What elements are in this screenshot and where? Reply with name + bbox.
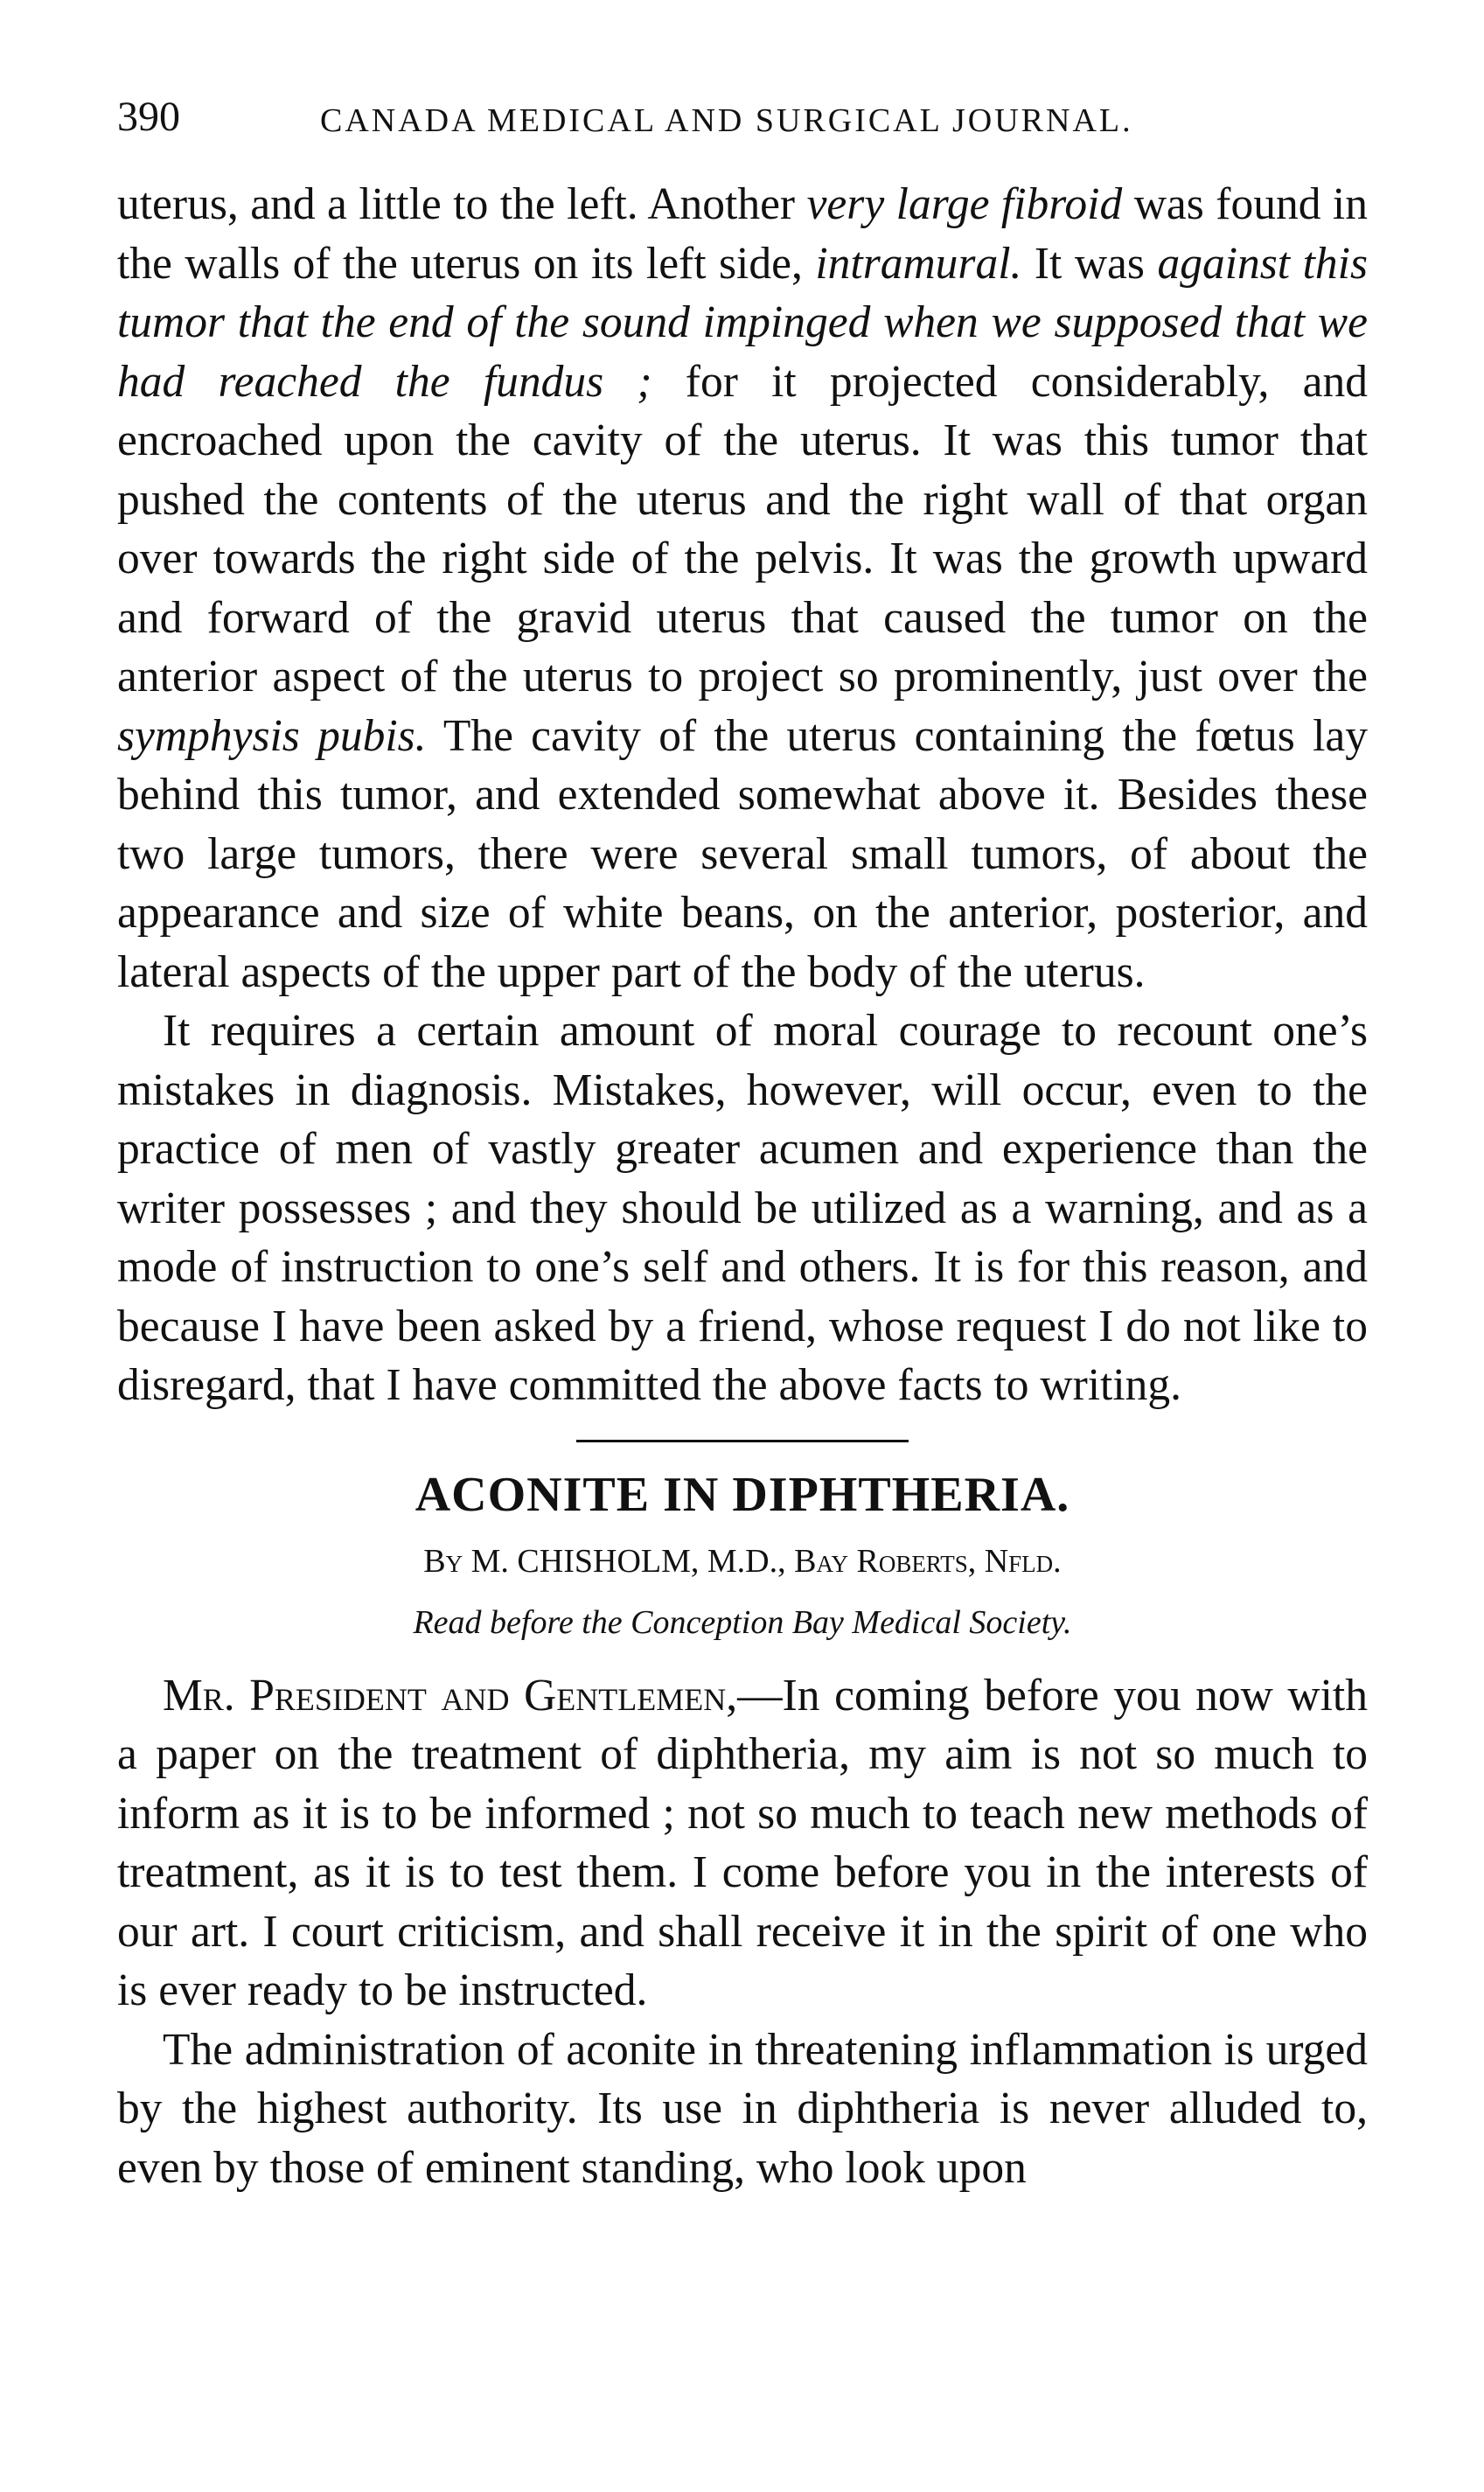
italic-run: intramural.	[815, 238, 1022, 289]
page-number: 390	[117, 94, 180, 140]
text-run: was found in the walls of the uterus on its left side,	[117, 179, 1368, 289]
text-run: uterus, and a little to the left. Another	[117, 179, 807, 229]
text-run: —In coming before you now with a paper on the treatment of diphtheria, my aim is not so much to inform as it is to be informed ; not so much to teach new methods of treatment, as it is to test them. I come before you in the interests of our art. I court criticism, and shall receive it in the spirit of one who is ever ready to be instructed.	[117, 1670, 1368, 2015]
section-divider	[576, 1440, 909, 1442]
paragraph-introduction	[117, 1666, 1368, 2021]
italic-run: very large fibroid	[806, 179, 1123, 229]
running-head	[117, 87, 1368, 157]
text-run: The cavity of the uterus containing the fœtus lay behind this tumor, and extended somewhat above it. Besides these two large tumors, there were several small tumors, of about the appearance and size of white beans, on the anterior, posterior, and lateral aspects of the upper part of the body of the uterus.	[117, 710, 1368, 997]
paragraph-uterus-findings	[117, 175, 1368, 1002]
article-note: Read before the Conception Bay Medical Society.	[413, 1603, 1072, 1641]
page	[117, 87, 1368, 2197]
article-title: ACONITE IN DIPHTHERIA.	[415, 1467, 1070, 1522]
italic-run: against this tumor that the end of the sound impinged when we supposed that we had reached the fundus ;	[117, 238, 1368, 407]
italic-run: symphysis pubis.	[117, 710, 427, 761]
salutation: Mr. President and Gentlemen,	[163, 1670, 738, 1721]
paragraph-aconite: The administration of aconite in threatening inflammation is urged by the highest authority. Its use in diphtheria is never alluded to, even by those of eminent standing, who look upon	[117, 2024, 1368, 2193]
paragraph-moral-courage: It requires a certain amount of moral courage to recount one’s mistakes in diagnosis. Mistakes, however, will occur, even to the practice of men of vastly greater acumen and experience than the writer possesses ; and they should be utilized as a warning, and as a mode of instruction to one’s self and others. It is for this reason, and because I have been asked by a friend, whose request I do not like to disregard, that I have committed the above facts to writing.	[117, 1006, 1368, 1410]
journal-title: CANADA MEDICAL AND SURGICAL JOURNAL.	[320, 102, 1133, 139]
text-run: for it projected considerably, and encroached upon the cavity of the uterus. It was this tumor that pushed the contents of the uterus and the right wall of that organ over towards the right side of the pelvis. It was the growth upward and forward of the gravid uterus that caused the tumor on the anterior aspect of the uterus to project so prominently, just over the	[117, 356, 1369, 702]
text-run: It was	[1021, 238, 1158, 289]
article-byline: By M. CHISHOLM, M.D., Bay Roberts, Nfld.	[423, 1542, 1062, 1580]
